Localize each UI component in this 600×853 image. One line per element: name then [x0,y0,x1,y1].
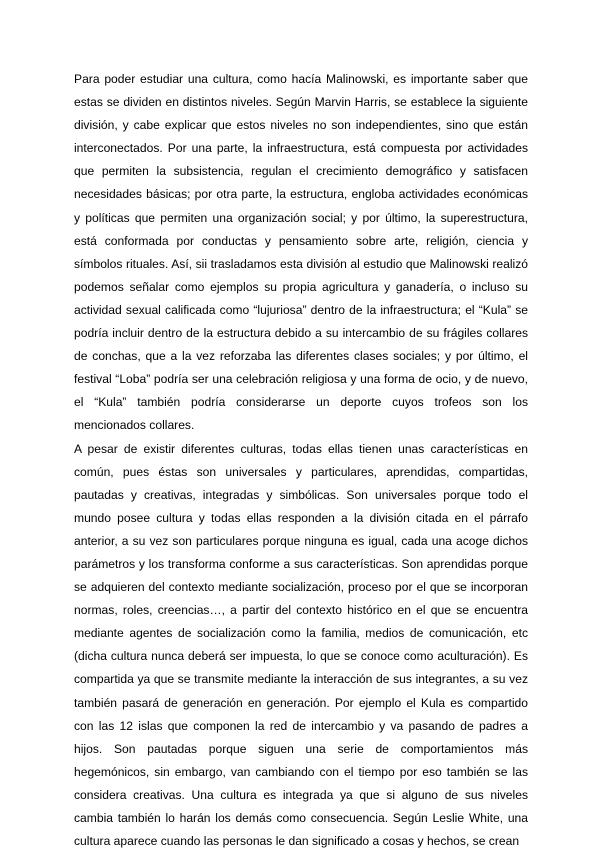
document-body [74,68,528,853]
paragraph-culture-characteristics: A pesar de existir diferentes culturas, todas ellas tienen unas características en común, pues éstas son universales y particulares, aprendidas, compartidas, pautadas y creativas, integradas y simbólicas. Son universales porque todo el mundo posee cultura y todas ellas responden a la división citada en el párrafo anterior, a su vez son particulares porque ninguna es igual, cada una acoge dichos parámetros y los transforma conforme a sus características. Son aprendidas porque se adquieren del contexto mediante socialización, proceso por el que se incorporan normas, roles, creencias…, a partir del contexto histórico en el que se encuentra mediante agentes de socialización como la familia, medios de comunicación, etc (dicha cultura nunca deberá ser impuesta, lo que se conoce como aculturación). Es compartida ya que se transmite mediante la interacción de sus integrantes, a su vez también pasará de generación en generación. Por ejemplo el Kula es compartido con las 12 islas que componen la red de intercambio y va pasando de padres a hijos. Son pautadas porque siguen una serie de comportamientos más hegemónicos, sin embargo, van cambiando con el tiempo por eso también se las considera creativas. Una cultura es integrada ya que si alguno de sus niveles cambia también lo harán los demás como consecuencia. Según Leslie White, una cultura aparece cuando las personas le dan significado a cosas y hechos, se crean [74,438,528,853]
paragraph-culture-levels: Para poder estudiar una cultura, como hacía Malinowski, es importante saber que estas se dividen en distintos niveles. Según Marvin Harris, se establece la siguiente división, y cabe explicar que estos niveles no son independientes, sino que están interconectados. Por una parte, la infraestructura, está compuesta por actividades que permiten la subsistencia, regulan el crecimiento demográfico y satisfacen necesidades básicas; por otra parte, la estructura, engloba actividades económicas y políticas que permiten una organización social; y por último, la superestructura, está conformada por conductas y pensamiento sobre arte, religión, ciencia y símbolos rituales. Así, sii trasladamos esta división al estudio que Malinowski realizó podemos señalar como ejemplos su propia agricultura y ganadería, o incluso su actividad sexual calificada como “lujuriosa” dentro de la infraestructura; el “Kula” se podría incluir dentro de la estructura debido a su intercambio de su frágiles collares de conchas, que a la vez reforzaba las diferentes clases sociales; y por último, el festival “Loba” podría ser una celebración religiosa y una forma de ocio, y de nuevo, el “Kula” también podría considerarse un deporte cuyos trofeos son los mencionados collares. [74,68,528,438]
